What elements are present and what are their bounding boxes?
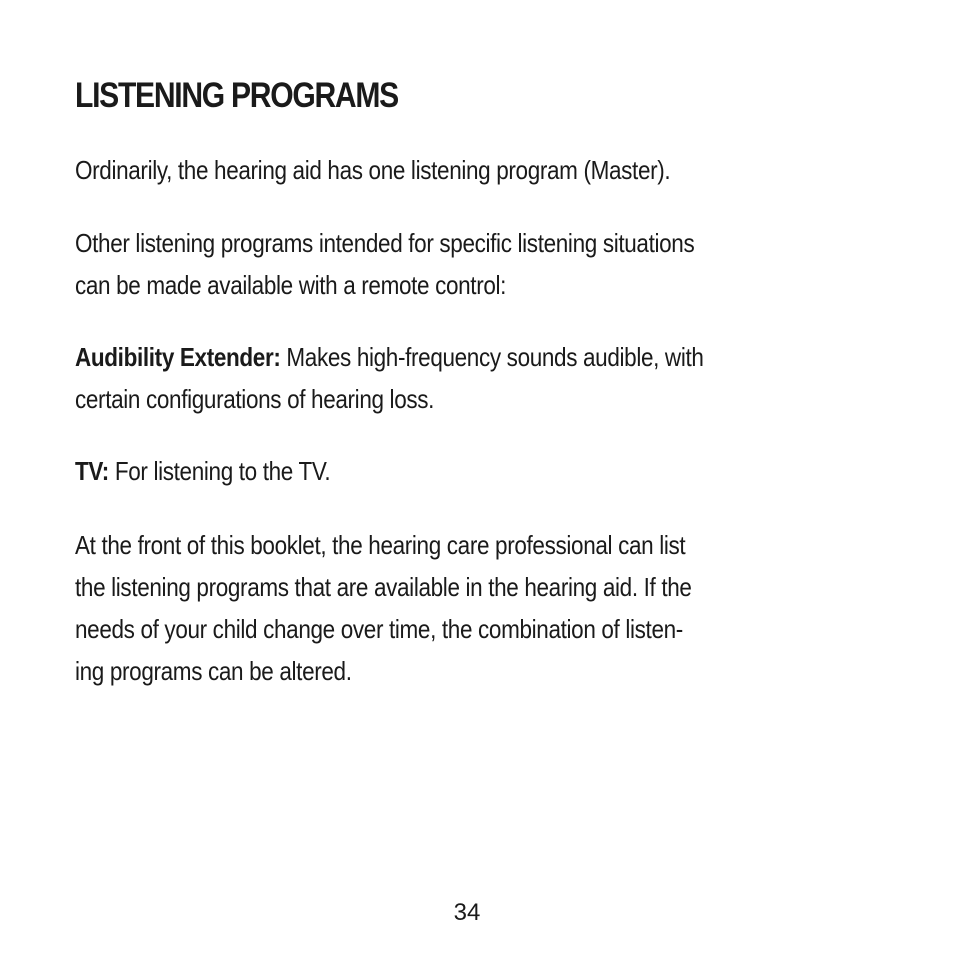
booklet-line-3: needs of your child change over time, the combination of listen-	[75, 614, 683, 644]
tv-description: For listening to the TV.	[108, 456, 331, 486]
other-programs-line-1: Other listening programs intended for specific listening situations	[75, 228, 695, 258]
audibility-extender-line-1	[75, 336, 888, 378]
booklet-paragraph	[75, 524, 888, 692]
page-number: 34	[453, 899, 481, 926]
audibility-extender-description: Makes high-frequency sounds audible, with	[280, 342, 704, 372]
audibility-extender-paragraph	[75, 336, 888, 420]
booklet-line-1: At the front of this booklet, the hearing care professional can list	[75, 530, 686, 560]
other-programs-paragraph	[75, 222, 888, 306]
tv-term: TV:	[75, 456, 109, 486]
intro-paragraph	[75, 149, 888, 191]
booklet-line-4: ing programs can be altered.	[75, 656, 352, 686]
page-title: LISTENING PROGRAMS	[75, 76, 398, 115]
booklet-line-2: the listening programs that are available in the hearing aid. If the	[75, 572, 692, 602]
audibility-extender-line-2: certain configurations of hearing loss.	[75, 384, 435, 414]
audibility-extender-term: Audibility Extender:	[75, 342, 281, 372]
tv-line	[75, 450, 888, 492]
other-programs-line-2: can be made available with a remote control:	[75, 270, 507, 300]
intro-text: Ordinarily, the hearing aid has one listening program (Master).	[75, 155, 671, 185]
tv-paragraph	[75, 450, 888, 492]
